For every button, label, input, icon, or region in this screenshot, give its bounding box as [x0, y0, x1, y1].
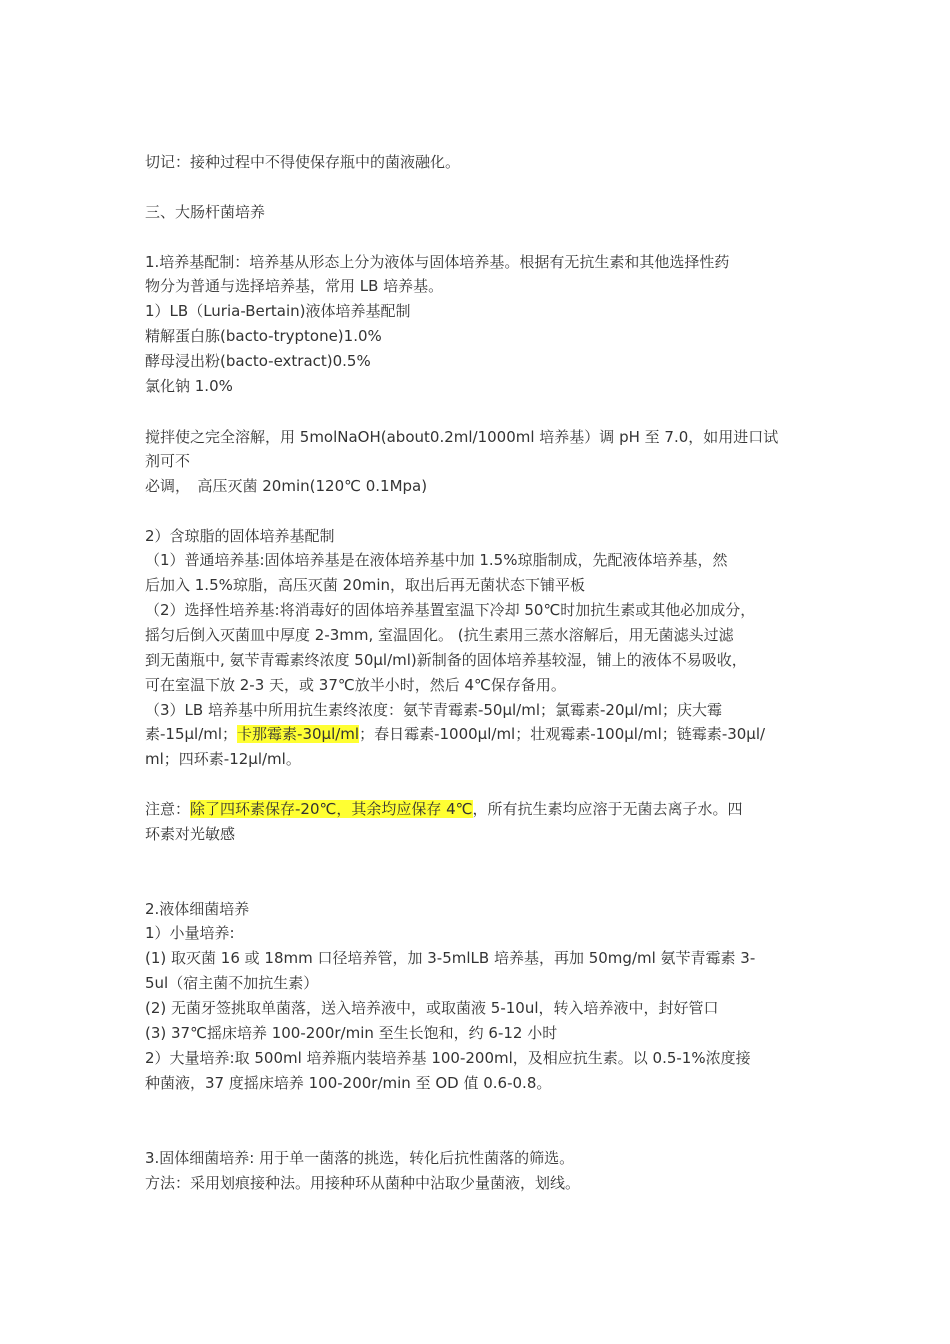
- step-2-pick-colony: (2) 无菌牙签挑取单菌落，送入培养液中，或取菌液 5-10ul，转入培养液中，封好管口: [145, 999, 719, 1017]
- text-segment: 素-15μl/ml；: [145, 725, 238, 743]
- subheading-large-scale-cont: 种菌液，37 度摇床培养 100-200r/min 至 OD 值 0.6-0.8。: [145, 1074, 552, 1092]
- step-3-shake: (3) 37℃摇床培养 100-200r/min 至生长饱和，约 6-12 小时: [145, 1024, 558, 1042]
- paragraph-dissolve-ph: 搅拌使之完全溶解，用 5molNaOH(about0.2ml/1000ml 培养基）调 pH 至 7.0，如用进口试: [145, 428, 779, 446]
- paragraph-antibiotic-conc: （3）LB 培养基中所用抗生素终浓度：氨苄青霉素-50μl/ml；氯霉素-20μl/ml；庆大霉: [145, 701, 723, 719]
- note-storage-cont: 环素对光敏感: [145, 825, 236, 843]
- caution-note: 切记：接种过程中不得使保存瓶中的菌液融化。: [145, 153, 461, 171]
- note-label: 注意：: [145, 800, 191, 818]
- paragraph-normal-medium-cont: 后加入 1.5%琼脂，高压灭菌 20min，取出后再无菌状态下铺平板: [145, 576, 586, 594]
- section-heading-solid-culture: 3.固体细菌培养: 用于单一菌落的挑选，转化后抗性菌落的筛选。: [145, 1149, 575, 1167]
- method-streak: 方法：采用划痕接种法。用接种环从菌种中沾取少量菌液，划线。: [145, 1174, 581, 1192]
- subheading-small-scale: 1）小量培养:: [145, 924, 235, 942]
- paragraph-medium-prep-cont: 物分为普通与选择培养基，常用 LB 培养基。: [145, 277, 444, 295]
- paragraph-antibiotic-conc-end: ml；四环素-12μl/ml。: [145, 750, 301, 768]
- step-1-tube-cont: 5ul（宿主菌不加抗生素）: [145, 974, 319, 992]
- ingredient-nacl: 氯化钠 1.0%: [145, 377, 233, 395]
- step-1-tube: (1) 取灭菌 16 或 18mm 口径培养管，加 3-5mlLB 培养基，再加 50mg/ml 氨苄青霉素 3-: [145, 949, 756, 967]
- subheading-lb-liquid: 1）LB（Luria-Bertain)液体培养基配制: [145, 302, 411, 320]
- paragraph-antibiotic-conc-cont: [145, 723, 765, 745]
- paragraph-normal-medium: （1）普通培养基:固体培养基是在液体培养基中加 1.5%琼脂制成，先配液体培养基，然: [145, 551, 728, 569]
- note-storage: [145, 798, 743, 820]
- paragraph-selective-medium-cont2: 到无菌瓶中, 氨苄青霉素终浓度 50μl/ml)新制备的固体培养基较湿，铺上的液体不易吸收，: [145, 651, 747, 669]
- highlight-kanamycin: 卡那霉素-30μl/ml: [237, 725, 360, 743]
- ingredient-tryptone: 精解蛋白胨(bacto-tryptone)1.0%: [145, 327, 382, 345]
- paragraph-autoclave: 必调， 高压灭菌 20min(120℃ 0.1Mpa): [145, 477, 428, 495]
- section-heading-ecoli-culture: 三、大肠杆菌培养: [145, 203, 266, 221]
- section-heading-liquid-culture: 2.液体细菌培养: [145, 900, 250, 918]
- ingredient-yeast-extract: 酵母浸出粉(bacto-extract)0.5%: [145, 352, 371, 370]
- paragraph-selective-medium: （2）选择性培养基:将消毒好的固体培养基置室温下冷却 50℃时加抗生素或其他必加成分，: [145, 601, 756, 619]
- paragraph-dissolve-ph-cont: 剂可不: [145, 452, 191, 470]
- subheading-large-scale: 2）大量培养:取 500ml 培养瓶内装培养基 100-200ml，及相应抗生素。以 0.5-1%浓度接: [145, 1049, 751, 1067]
- paragraph-selective-medium-cont3: 可在室温下放 2-3 天，或 37℃放半小时，然后 4℃保存备用。: [145, 676, 566, 694]
- paragraph-selective-medium-cont1: 摇匀后倒入灭菌皿中厚度 2-3mm, 室温固化。 (抗生素用三蒸水溶解后，用无菌滤头过滤: [145, 626, 734, 644]
- highlight-storage-temp: 除了四环素保存-20℃，其余均应保存 4℃: [190, 800, 473, 818]
- paragraph-medium-prep: 1.培养基配制：培养基从形态上分为液体与固体培养基。根据有无抗生素和其他选择性药: [145, 253, 730, 271]
- text-segment: ，所有抗生素均应溶于无菌去离子水。四: [472, 800, 743, 818]
- subheading-agar-solid: 2）含琼脂的固体培养基配制: [145, 527, 335, 545]
- text-segment: ；春日霉素-1000μl/ml；壮观霉素-100μl/ml；链霉素-30μl/: [359, 725, 766, 743]
